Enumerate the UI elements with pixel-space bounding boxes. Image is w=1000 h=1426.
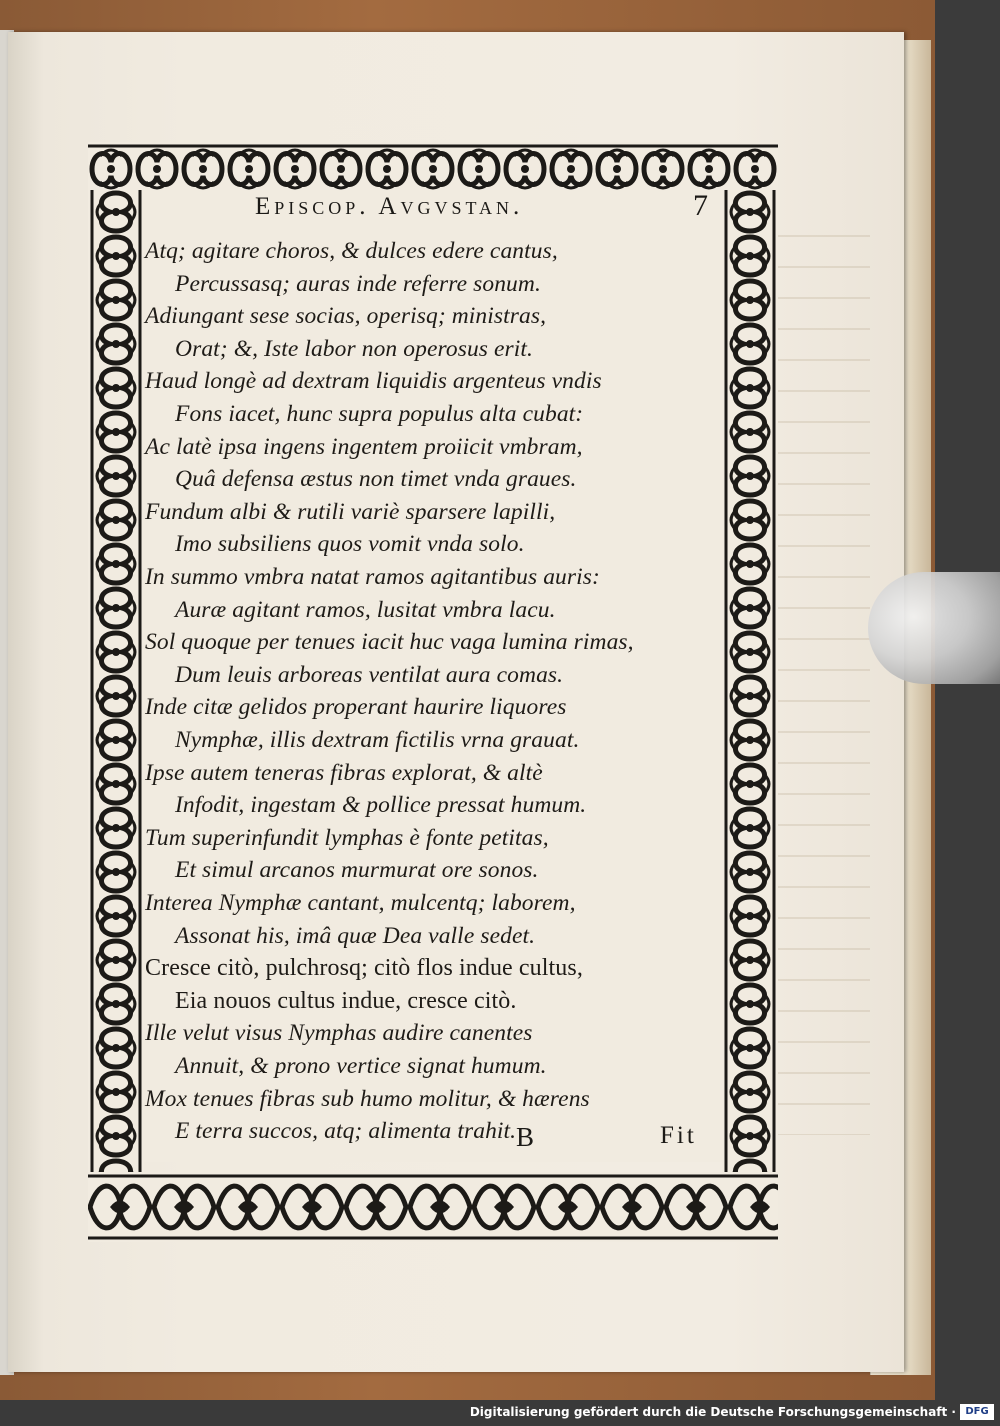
ornamental-border-right-icon [722,190,778,1180]
verse-line: Fundum albi & rutili variè sparsere lapilli, [145,498,556,525]
verse-line: Dum leuis arboreas ventilat aura comas. [175,661,564,688]
verse-line: Nymphæ, illis dextram fictilis vrna grauat. [175,727,580,753]
verse-line: Et simul arcanos murmurat ore sonos. [175,857,539,884]
verse-line: In summo vmbra natat ramos agitantibus auris: [145,564,600,590]
verse-line: Inde citæ gelidos properant haurire liquores [145,694,567,721]
verse-line: Infodit, ingestam & pollice pressat humum. [175,792,587,819]
verse-line: Annuit, & prono vertice signat humum. [175,1053,547,1079]
verse-line: Tum superinfundit lymphas è fonte petitas, [145,824,549,851]
verse-line: Assonat his, imâ quæ Dea valle sedet. [175,922,536,949]
verse-line: Mox tenues fibras sub humo molitur, & hærens [145,1085,590,1112]
verse-line: Eia nouos cultus indue, cresce citò. [175,987,517,1014]
verse-line: Ipse autem teneras fibras explorat, & altè [145,759,543,786]
verse-line: Orat; &, Iste labor non operosus erit. [175,335,534,362]
verse-line: E terra succos, atq; alimenta trahit. [175,1118,517,1145]
verse-line: Quâ defensa æstus non timet vnda graues. [175,466,577,493]
credit-bar [0,1400,1000,1426]
catchword: Fit [660,1122,697,1149]
verse-line: Atq; agitare choros, & dulces edere cantus, [145,238,558,264]
verse-line: Interea Nymphæ cantant, mulcentq; laborem, [145,890,576,916]
verse-line: Ille velut visus Nymphas audire canentes [145,1020,533,1047]
ornamental-border-left-icon [88,190,144,1180]
credit-text: Digitalisierung gefördert durch die Deutsche Forschungsgemeinschaft · [469,1405,956,1419]
page-number: 7 [693,189,708,222]
verse-line: Ac latè ipsa ingens ingentem proiicit vmbram, [145,433,583,460]
verse-line: Haud longè ad dextram liquidis argenteus vndis [145,368,602,395]
running-head: Episcop. Avgvstan. [255,193,524,220]
signature-mark: B [516,1122,535,1152]
page-header [255,189,725,237]
page-clip-icon [868,572,1000,684]
ornamental-border-bottom-icon [88,1172,778,1242]
verse-line: Sol quoque per tenues iacit huc vaga lumina rimas, [145,629,634,656]
verse-line: Percussasq; auras inde referre sonum. [175,270,541,297]
dfg-logo: DFG [960,1404,994,1420]
verse-line: Adiungant sese socias, operisq; ministras, [145,303,547,330]
ornamental-border-top-icon [88,142,778,196]
verse-line: Cresce citò, pulchrosq; citò flos indue cultus, [145,955,583,982]
verse-line: Fons iacet, hunc supra populus alta cubat: [175,401,584,427]
verse-line: Auræ agitant ramos, lusitat vmbra lacu. [175,596,556,623]
verse-line: Imo subsiliens quos vomit vnda solo. [175,531,525,558]
